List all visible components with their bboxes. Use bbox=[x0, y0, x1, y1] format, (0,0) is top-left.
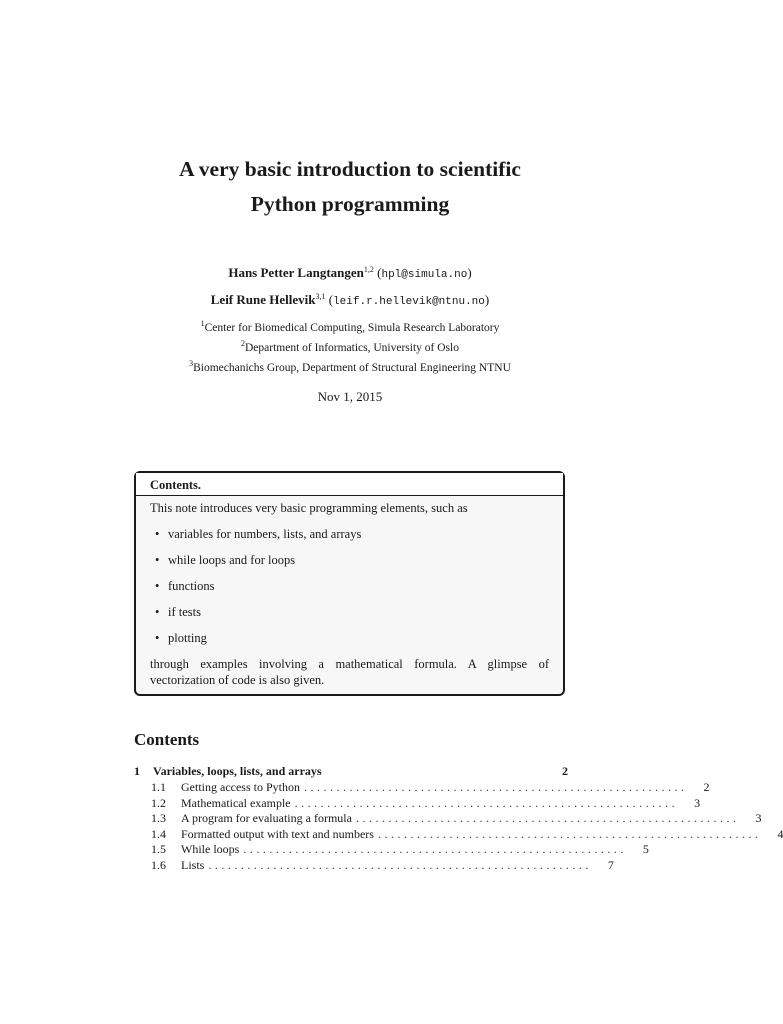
toc-section-label: Variables, loops, lists, and arrays bbox=[153, 764, 322, 778]
toc-entry[interactable]: 1.1 Getting access to Python ........................................................... 2 bbox=[151, 780, 710, 794]
toc-leader-dots: ........................................................... bbox=[355, 811, 740, 825]
bullet-icon: • bbox=[155, 631, 160, 645]
list-item: • functions bbox=[155, 579, 215, 593]
table-of-contents bbox=[134, 764, 783, 873]
affiliation: $^1$Center for Biomedical Computing, Simula Research Laboratory bbox=[200, 319, 500, 334]
title-line-1: A very basic introduction to scientific bbox=[179, 157, 521, 181]
title-line-2: Python programming bbox=[250, 192, 450, 216]
toc-entry[interactable]: 1.4 Formatted output with text and numbers ........................................................... 4 bbox=[151, 826, 783, 841]
author-name: Leif Rune Hellevik bbox=[210, 292, 316, 307]
toc-entry[interactable]: 1.6 Lists ........................................................... 7 bbox=[151, 857, 614, 872]
toc-leader-dots: ........................................................... bbox=[243, 842, 627, 856]
toc-entry[interactable]: 1.3 A program for evaluating a formula ........................................................... 3 bbox=[151, 811, 762, 825]
affiliations bbox=[0, 316, 700, 376]
affiliation: $^3$Biomechanichs Group, Department of Structural Engineering NTNU bbox=[189, 359, 511, 374]
bullet-icon: • bbox=[155, 579, 160, 593]
list-item: • variables for numbers, lists, and arrays bbox=[155, 527, 362, 541]
toc-leader-dots: ........................................................... bbox=[303, 780, 688, 794]
bullet-icon: • bbox=[155, 527, 160, 541]
toc-page-number: 2 bbox=[562, 764, 568, 778]
author-affil-sup: 3,1 bbox=[315, 292, 326, 301]
affiliation: $^2$Department of Informatics, University of Oslo bbox=[241, 339, 459, 354]
author-email[interactable]: hpl@simula.no bbox=[381, 269, 468, 281]
toc-entry[interactable]: 1.2 Mathematical example ........................................................... 3 bbox=[151, 795, 701, 810]
list-item: • if tests bbox=[155, 605, 201, 619]
toc-heading: Contents bbox=[134, 730, 200, 749]
toc-section-entry[interactable] bbox=[134, 764, 568, 780]
bullet-icon: • bbox=[155, 553, 160, 567]
list-item: • while loops and for loops bbox=[155, 553, 296, 567]
toc-leader-dots: ........................................................... bbox=[294, 795, 679, 810]
contents-summary-box bbox=[134, 471, 565, 696]
toc-leader-dots: ........................................................... bbox=[377, 826, 762, 841]
author-email[interactable]: leif.r.hellevik@ntnu.no bbox=[333, 296, 485, 308]
summary-box-heading: Contents. bbox=[136, 473, 563, 496]
author-entry: Leif Rune Hellevik$^{3,1}$ (leif.r.hellevik@ntnu.no) bbox=[210, 292, 490, 308]
document-title bbox=[0, 152, 700, 222]
summary-box-body bbox=[136, 496, 563, 688]
author-entry: Hans Petter Langtangen$^{1,2}$ (hpl@simula.no) bbox=[228, 265, 472, 281]
toc-leader-dots: ........................................................... bbox=[208, 857, 592, 872]
toc-section-number: 1 bbox=[134, 764, 140, 778]
author-list bbox=[0, 260, 700, 314]
toc-entry[interactable]: 1.5 While loops ........................................................... 5 bbox=[151, 842, 649, 856]
list-item: • plotting bbox=[155, 631, 207, 645]
summary-bullet-list bbox=[150, 526, 549, 656]
publication-date: Nov 1, 2015 bbox=[317, 389, 383, 404]
author-name: Hans Petter Langtangen bbox=[228, 265, 364, 280]
bullet-icon: • bbox=[155, 605, 160, 619]
summary-outro: through examples involving a mathematical formula. A glimpse of vectorization of code is also given. bbox=[150, 657, 549, 687]
summary-intro: This note introduces very basic programming elements, such as bbox=[150, 501, 468, 515]
author-affil-sup: 1,2 bbox=[363, 265, 374, 274]
